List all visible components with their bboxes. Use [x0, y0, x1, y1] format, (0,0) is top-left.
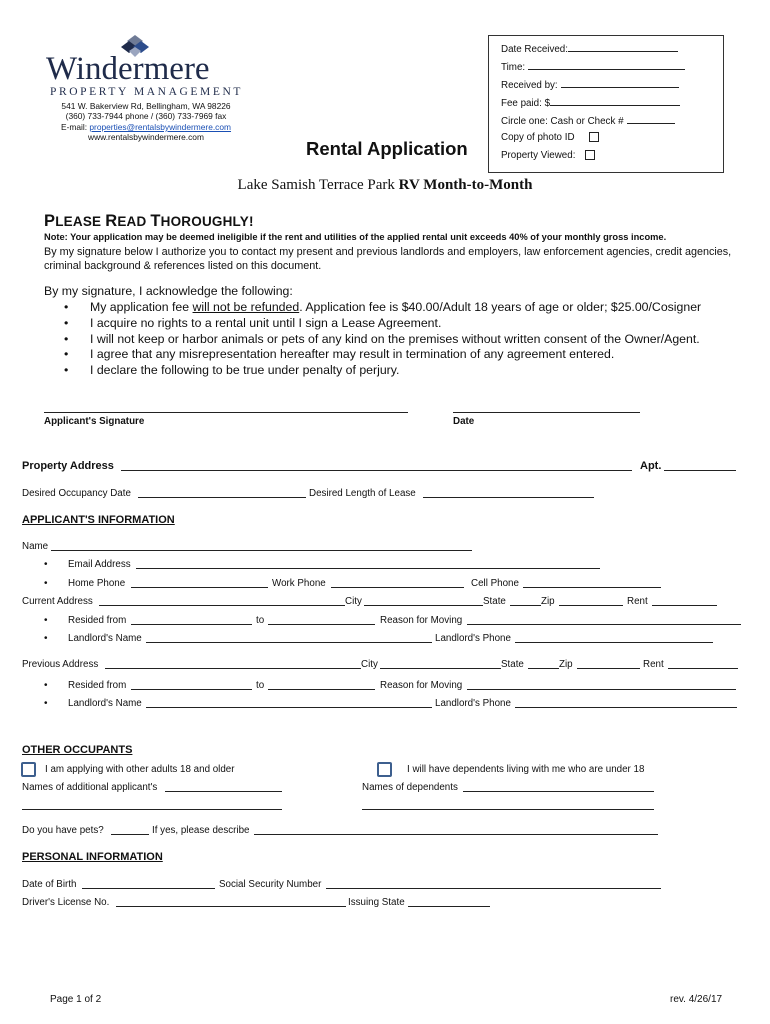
applicant-signature-label: Applicant's Signature [44, 416, 145, 427]
list-item: • I declare the following to be true under penalty of perjury. [64, 363, 701, 379]
reason-moving-field[interactable] [467, 616, 741, 625]
pets-describe-field[interactable] [254, 826, 658, 835]
cell-phone-field[interactable] [523, 579, 661, 588]
applicant-signature-field[interactable] [44, 405, 408, 413]
signature-date-label: Date [453, 416, 475, 427]
previous-address-label: Previous Address [22, 659, 99, 670]
dependents-names-field[interactable] [463, 783, 654, 792]
received-by-field[interactable] [561, 79, 679, 88]
previous-rent-label: Rent [643, 659, 664, 670]
name-label: Name [22, 541, 49, 552]
home-phone-field[interactable] [131, 579, 268, 588]
resided-to-field[interactable] [268, 616, 375, 625]
previous-city-field[interactable] [380, 660, 501, 669]
list-item: • My application fee will not be refunded. Application fee is $40.00/Adult 18 years of age or older; $25.00/Cosigner [64, 300, 701, 316]
time-field[interactable] [528, 61, 685, 70]
property-subtitle [0, 177, 770, 194]
list-item: • I agree that any misrepresentation hereafter may result in termination of any agreement entered. [64, 347, 701, 363]
list-item: • I acquire no rights to a rental unit until I sign a Lease Agreement. [64, 316, 701, 332]
work-phone-field[interactable] [331, 579, 464, 588]
pets-describe-label: If yes, please describe [152, 825, 250, 836]
website-link[interactable]: www.rentalsbywindermere.com [88, 132, 204, 143]
time-label: Time: [501, 62, 526, 73]
current-state-field[interactable] [510, 597, 541, 606]
photo-id-checkbox[interactable] [589, 132, 599, 142]
prev-resided-from-label: Resided from [68, 680, 127, 691]
office-use-box [488, 35, 724, 173]
license-field[interactable] [116, 898, 346, 907]
previous-rent-field[interactable] [668, 660, 738, 669]
cell-phone-label: Cell Phone [471, 578, 519, 589]
resided-from-label: Resided from [68, 615, 127, 626]
resided-to-label: to [256, 615, 265, 626]
page-title: Rental Application [306, 138, 468, 159]
revision-date: rev. 4/26/17 [670, 994, 723, 1005]
license-label: Driver's License No. [22, 897, 110, 908]
prev-resided-from-field[interactable] [131, 681, 252, 690]
email-address-label: Email Address [68, 559, 131, 570]
dob-label: Date of Birth [22, 879, 77, 890]
dob-field[interactable] [82, 880, 215, 889]
subtitle-term: RV Month-to-Month [398, 177, 533, 193]
please-read-heading: PLEASE READ THOROUGHLY! [44, 212, 254, 230]
personal-section-heading: PERSONAL INFORMATION [22, 851, 163, 863]
additional-applicants-label: Names of additional applicant's [22, 782, 158, 793]
previous-state-label: State [501, 659, 524, 670]
property-address-field[interactable] [121, 462, 632, 471]
dependents-label: I will have dependents living with me who are under 18 [407, 764, 645, 775]
email-link[interactable]: properties@rentalsbywindermere.com [89, 121, 232, 132]
landlord-name-label: Landlord's Name [68, 633, 142, 644]
current-address-label: Current Address [22, 596, 93, 607]
property-viewed-checkbox[interactable] [585, 150, 595, 160]
name-field[interactable] [51, 542, 472, 551]
company-address: 541 W. Bakerview Rd, Bellingham, WA 98226 [61, 101, 231, 111]
fee-paid-label: Fee paid: $ [501, 98, 551, 109]
acknowledgement-list [64, 300, 701, 379]
email-label: E-mail: [60, 121, 90, 132]
landlord-phone-label: Landlord's Phone [435, 633, 511, 644]
current-rent-field[interactable] [652, 597, 717, 606]
pets-field[interactable] [111, 826, 149, 835]
other-adults-checkbox[interactable] [21, 762, 36, 777]
occupancy-date-label: Desired Occupancy Date [22, 488, 131, 499]
acknowledge-heading: By my signature, I acknowledge the following: [44, 284, 293, 298]
ssn-field[interactable] [326, 880, 661, 889]
additional-applicants-field[interactable] [165, 783, 282, 792]
current-address-field[interactable] [99, 597, 345, 606]
previous-state-field[interactable] [528, 660, 559, 669]
landlord-phone-field[interactable] [515, 634, 713, 643]
lease-length-field[interactable] [423, 489, 594, 498]
reason-moving-label: Reason for Moving [380, 615, 463, 626]
prev-landlord-phone-label: Landlord's Phone [435, 698, 511, 709]
prev-landlord-name-label: Landlord's Name [68, 698, 142, 709]
check-number-field[interactable] [627, 115, 675, 124]
date-received-label: Date Received: [501, 44, 568, 55]
list-item: • I will not keep or harbor animals or pets of any kind on the premises without written consent of the Owner/Agent. [64, 332, 701, 348]
issuing-state-field[interactable] [408, 898, 490, 907]
logo-subtitle: PROPERTY MANAGEMENT [50, 86, 243, 98]
pets-label: Do you have pets? [22, 825, 104, 836]
prev-landlord-phone-field[interactable] [515, 699, 737, 708]
occupancy-date-field[interactable] [138, 489, 306, 498]
ssn-label: Social Security Number [219, 879, 322, 890]
previous-city-label: City [361, 659, 378, 670]
home-phone-label: Home Phone [68, 578, 126, 589]
income-note: Note: Your application may be deemed ineligible if the rent and utilities of the applied rental unit exceeds 40% of your monthly gross income. [44, 232, 667, 242]
fee-paid-field[interactable] [550, 97, 680, 106]
company-address-block [30, 101, 262, 143]
resided-from-field[interactable] [131, 616, 252, 625]
prev-reason-moving-field[interactable] [467, 681, 736, 690]
dependents-names-label: Names of dependents [362, 782, 458, 793]
current-rent-label: Rent [627, 596, 648, 607]
dependents-checkbox[interactable] [377, 762, 392, 777]
property-address-label: Property Address [22, 460, 114, 472]
received-by-label: Received by: [501, 80, 558, 91]
subtitle-park: Lake Samish Terrace Park [237, 177, 399, 193]
apt-label: Apt. [640, 460, 662, 472]
landlord-name-field[interactable] [146, 634, 432, 643]
logo-wordmark: Windermere [46, 51, 210, 87]
current-city-field[interactable] [364, 597, 483, 606]
prev-resided-to-label: to [256, 680, 265, 691]
photo-id-label: Copy of photo ID [501, 132, 575, 143]
previous-zip-field[interactable] [577, 660, 640, 669]
additional-applicants-field-2[interactable] [22, 801, 282, 810]
prev-reason-moving-label: Reason for Moving [380, 680, 463, 691]
date-received-field[interactable] [568, 43, 678, 52]
lease-length-label: Desired Length of Lease [309, 488, 416, 499]
property-viewed-label: Property Viewed: [501, 150, 576, 161]
previous-zip-label: Zip [559, 659, 573, 670]
issuing-state-label: Issuing State [348, 897, 405, 908]
authorization-text: By my signature below I authorize you to contact my present and previous landlords and employers, law enforcement agencies, credit agencies, criminal background & references listed on this document. [44, 246, 732, 272]
current-city-label: City [345, 596, 362, 607]
page-number: Page 1 of 2 [50, 994, 102, 1005]
applicant-section-heading: APPLICANT'S INFORMATION [22, 514, 175, 526]
apt-field[interactable] [664, 462, 736, 471]
dependents-names-field-2[interactable] [362, 801, 654, 810]
previous-address-field[interactable] [105, 660, 361, 669]
email-address-field[interactable] [136, 560, 600, 569]
circle-one-label: Circle one: Cash or Check # [501, 116, 624, 127]
occupants-section-heading: OTHER OCCUPANTS [22, 744, 133, 756]
other-adults-label: I am applying with other adults 18 and older [45, 764, 235, 775]
current-zip-label: Zip [541, 596, 555, 607]
current-zip-field[interactable] [559, 597, 623, 606]
prev-resided-to-field[interactable] [268, 681, 375, 690]
prev-landlord-name-field[interactable] [146, 699, 432, 708]
company-phone: (360) 733-7944 phone / (360) 733-7969 fax [65, 111, 227, 122]
work-phone-label: Work Phone [272, 578, 326, 589]
signature-date-field[interactable] [453, 405, 640, 413]
current-state-label: State [483, 596, 506, 607]
